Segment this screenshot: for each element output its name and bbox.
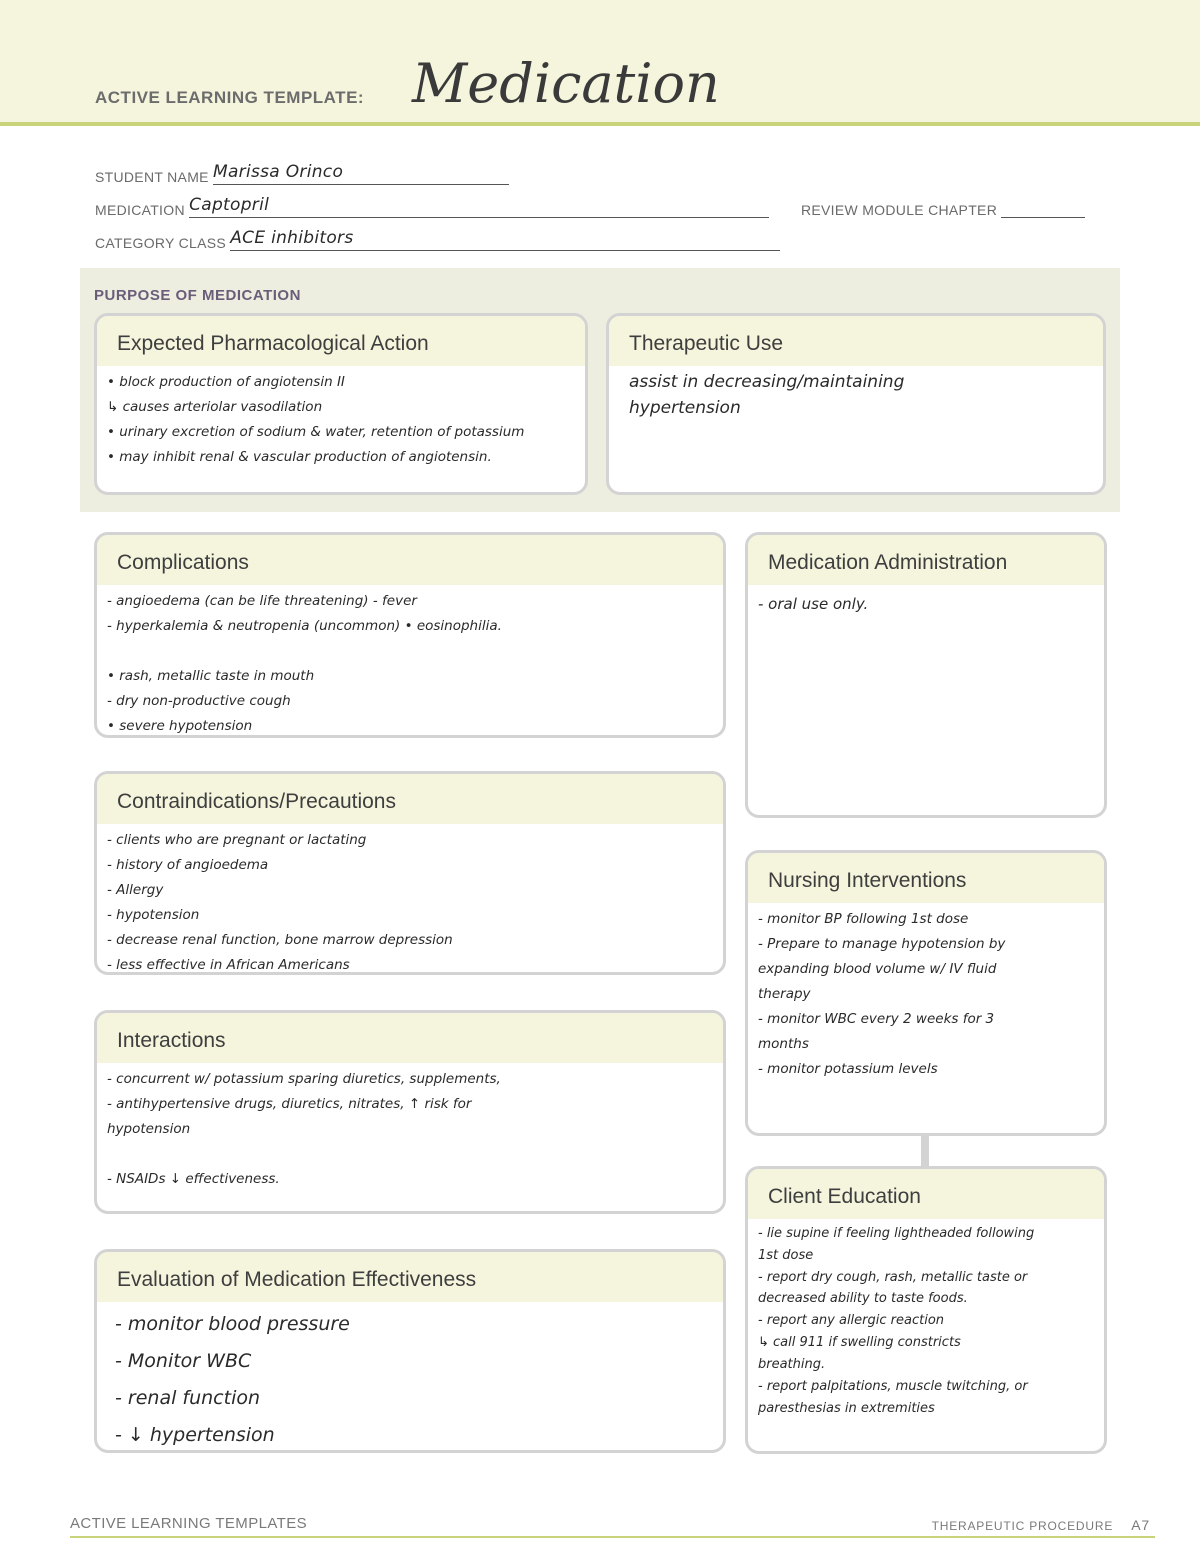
contraindications-line: - less effective in African Americans xyxy=(107,956,350,973)
complications-line: - angioedema (can be life threatening) - fever xyxy=(107,593,417,609)
student-name-field[interactable] xyxy=(213,162,509,185)
nursing-interventions-content[interactable] xyxy=(748,903,1104,1082)
interactions-box xyxy=(94,1010,726,1214)
medication-field[interactable] xyxy=(189,195,769,218)
expected-action-line: • may inhibit renal & vascular production of angiotensin. xyxy=(107,448,492,465)
review-module-row xyxy=(801,195,1085,218)
medication-value: Captopril xyxy=(189,195,270,215)
complications-line: • rash, metallic taste in mouth xyxy=(107,667,315,684)
nursing-line: - monitor BP following 1st dose xyxy=(758,911,969,927)
contraindications-line: - clients who are pregnant or lactating xyxy=(107,832,367,848)
client-education-line: breathing. xyxy=(758,1356,826,1372)
footer-left: ACTIVE LEARNING TEMPLATES xyxy=(70,1515,307,1532)
contraindications-content[interactable] xyxy=(97,824,723,975)
contraindications-line: - Allergy xyxy=(107,881,164,898)
interactions-line: hypotension xyxy=(107,1120,191,1137)
interactions-line: - NSAIDs ↓ effectiveness. xyxy=(107,1170,280,1187)
category-label: CATEGORY CLASS xyxy=(95,235,227,251)
complications-title: Complications xyxy=(97,535,723,585)
complications-line: - hyperkalemia & neutropenia (uncommon) • eosinophilia. xyxy=(107,617,502,634)
medication-label: MEDICATION xyxy=(95,202,185,218)
client-education-line: - report dry cough, rash, metallic taste or xyxy=(758,1269,1028,1285)
therapeutic-use-box xyxy=(606,313,1106,495)
administration-content[interactable] xyxy=(748,585,1104,619)
student-name-label: STUDENT NAME xyxy=(95,169,209,185)
expected-action-content[interactable] xyxy=(97,366,585,470)
review-module-label: REVIEW MODULE CHAPTER xyxy=(801,202,998,218)
client-education-box xyxy=(745,1166,1107,1454)
client-education-content[interactable] xyxy=(748,1219,1104,1419)
category-row xyxy=(95,228,780,251)
therapeutic-use-title: Therapeutic Use xyxy=(609,316,1103,366)
contraindications-title: Contraindications/Precautions xyxy=(97,774,723,824)
interactions-line: - concurrent w/ potassium sparing diuretics, supplements, xyxy=(107,1071,501,1087)
footer-right xyxy=(932,1517,1150,1533)
contraindications-line: - history of angioedema xyxy=(107,856,269,873)
nursing-line: - monitor potassium levels xyxy=(758,1060,938,1077)
page-number: A7 xyxy=(1131,1517,1150,1533)
therapeutic-use-line: assist in decreasing/maintaining xyxy=(629,372,905,392)
expected-action-line: • urinary excretion of sodium & water, retention of potassium xyxy=(107,423,525,440)
evaluation-line: - Monitor WBC xyxy=(115,1350,252,1373)
therapeutic-use-content[interactable] xyxy=(609,366,1103,421)
category-value: ACE inhibitors xyxy=(230,228,354,248)
client-education-line: 1st dose xyxy=(758,1247,814,1263)
client-education-line: ↳ call 911 if swelling constricts xyxy=(758,1335,961,1351)
nursing-interventions-title: Nursing Interventions xyxy=(748,853,1104,903)
evaluation-title: Evaluation of Medication Effectiveness xyxy=(97,1252,723,1302)
evaluation-line: - renal function xyxy=(115,1387,261,1410)
interactions-content[interactable] xyxy=(97,1063,723,1192)
administration-box xyxy=(745,532,1107,818)
client-education-line: paresthesias in extremities xyxy=(758,1400,935,1416)
student-name-row xyxy=(95,162,509,185)
complications-content[interactable] xyxy=(97,585,723,738)
contraindications-box xyxy=(94,771,726,975)
interactions-line: - antihypertensive drugs, diuretics, nitrates, ↑ risk for xyxy=(107,1095,472,1112)
purpose-label: PURPOSE OF MEDICATION xyxy=(94,287,301,304)
footer-section: THERAPEUTIC PROCEDURE xyxy=(931,1519,1114,1533)
evaluation-box xyxy=(94,1249,726,1453)
client-education-line: - lie supine if feeling lightheaded following xyxy=(758,1226,1035,1241)
client-education-line: decreased ability to taste foods. xyxy=(758,1291,968,1307)
interactions-title: Interactions xyxy=(97,1013,723,1063)
administration-line: - oral use only. xyxy=(758,595,869,613)
nursing-line: - Prepare to manage hypotension by xyxy=(758,935,1006,952)
client-education-line: - report any allergic reaction xyxy=(758,1313,945,1329)
contraindications-line: - decrease renal function, bone marrow depression xyxy=(107,931,453,948)
footer-divider xyxy=(70,1536,1155,1538)
expected-action-box xyxy=(94,313,588,495)
nursing-line: expanding blood volume w/ IV fluid xyxy=(758,960,997,977)
complications-line: - dry non-productive cough xyxy=(107,692,291,709)
student-name-value: Marissa Orinco xyxy=(213,162,344,182)
box-connector xyxy=(921,1134,929,1166)
page-title: Medication xyxy=(412,52,720,115)
expected-action-line: • block production of angiotensin II xyxy=(107,374,345,390)
medication-row xyxy=(95,195,769,218)
expected-action-line: ↳ causes arteriolar vasodilation xyxy=(107,398,323,415)
nursing-line: - monitor WBC every 2 weeks for 3 xyxy=(758,1010,995,1027)
category-field[interactable] xyxy=(230,228,780,251)
nursing-line: therapy xyxy=(758,985,811,1002)
client-education-title: Client Education xyxy=(748,1169,1104,1219)
administration-title: Medication Administration xyxy=(748,535,1104,585)
header-banner xyxy=(0,0,1200,126)
review-module-field[interactable] xyxy=(1001,195,1085,218)
evaluation-content[interactable] xyxy=(97,1302,723,1453)
nursing-interventions-box xyxy=(745,850,1107,1136)
therapeutic-use-line: hypertension xyxy=(629,397,741,418)
template-label: ACTIVE LEARNING TEMPLATE: xyxy=(95,88,365,107)
evaluation-line: - ↓ hypertension xyxy=(115,1424,275,1447)
complications-box xyxy=(94,532,726,738)
evaluation-line: - monitor blood pressure xyxy=(115,1313,350,1335)
contraindications-line: - hypotension xyxy=(107,906,200,923)
complications-line: • severe hypotension xyxy=(107,717,253,734)
client-education-line: - report palpitations, muscle twitching, or xyxy=(758,1378,1028,1394)
interactions-line xyxy=(107,1142,713,1167)
expected-action-title: Expected Pharmacological Action xyxy=(97,316,585,366)
complications-line xyxy=(107,639,713,664)
nursing-line: months xyxy=(758,1035,809,1052)
